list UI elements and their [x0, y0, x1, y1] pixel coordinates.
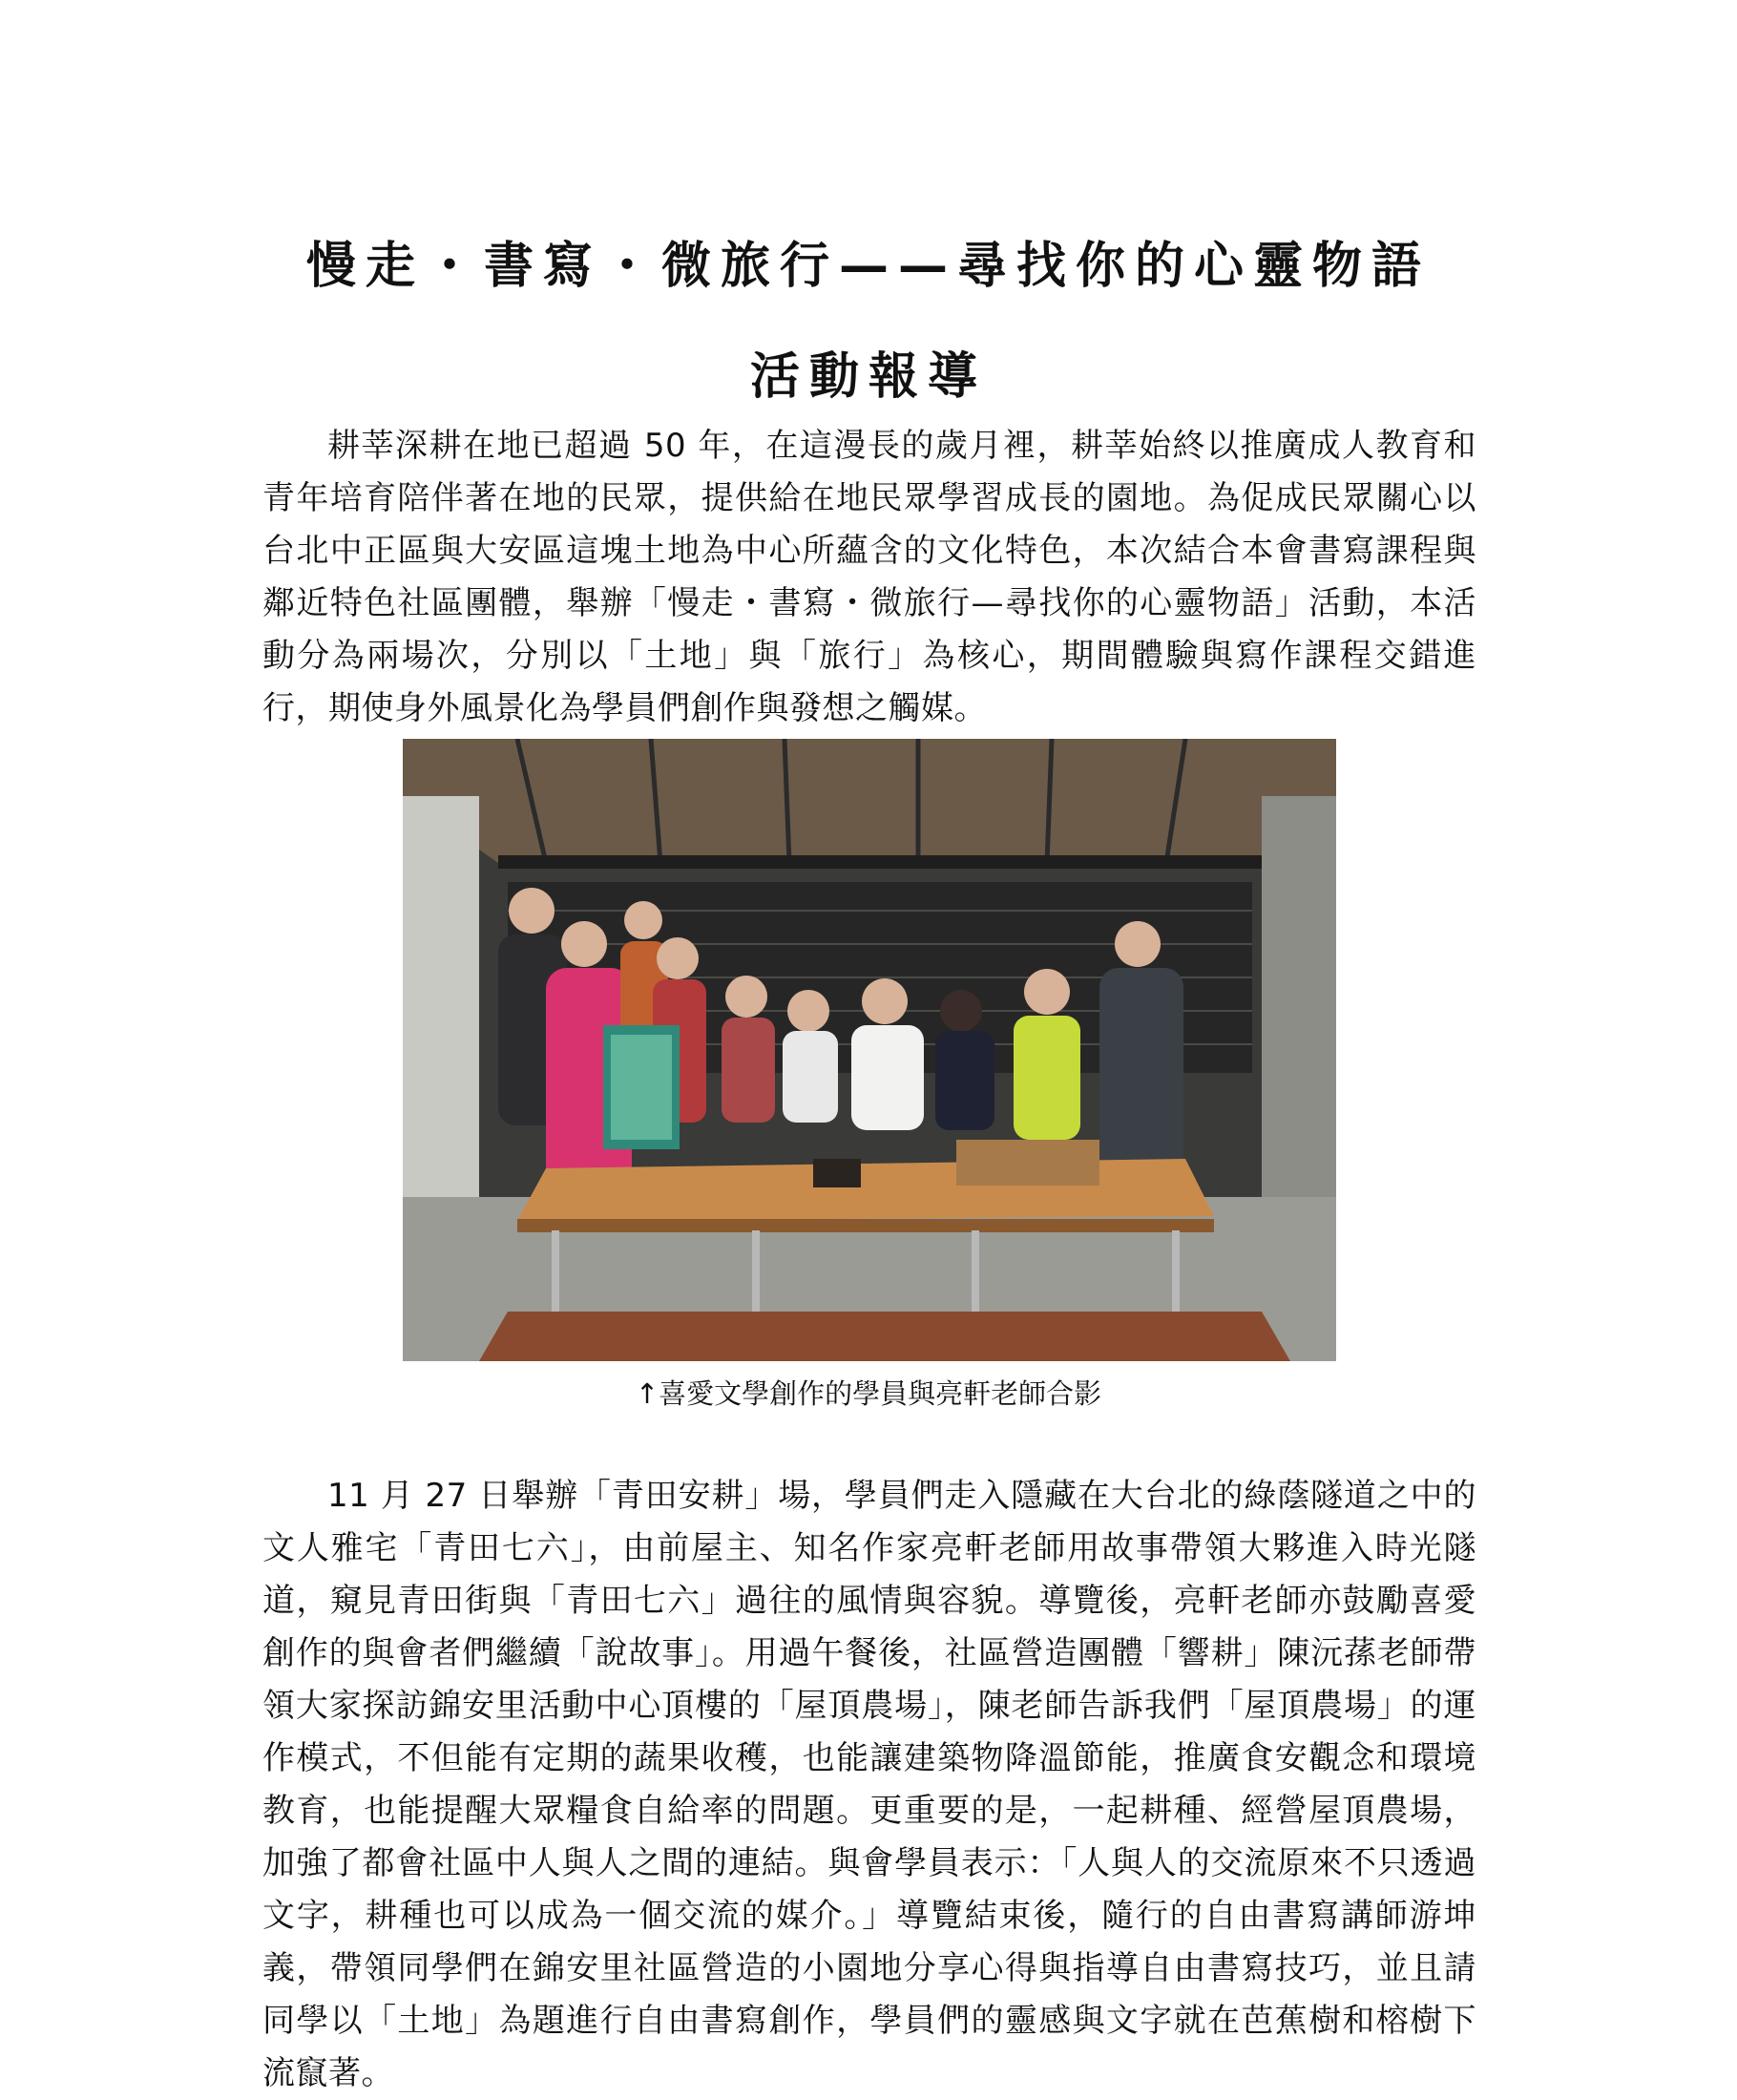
paragraph-event-report: 11 月 27 日舉辦「青田安耕」場，學員們走入隱藏在大台北的綠蔭隧道之中的文人雅宅「青田七六」，由前屋主、知名作家亮軒老師用故事帶領大夥進入時光隧道，窺見青田街與「青田七六」過往的風情與容貌。導覽後，亮軒老師亦鼓勵喜愛創作的與會者們繼續「說故事」。用過午餐後，社區營造團體「響耕」陳沅蓀老師帶領大家探訪錦安里活動中心頂樓的「屋頂農場」，陳老師告訴我們「屋頂農場」的運作模式，不但能有定期的蔬果收穫，也能讓建築物降溫節能，推廣食安觀念和環境教育，也能提醒大眾糧食自給率的問題。更重要的是，一起耕種、經營屋頂農場，加強了都會社區中人與人之間的連結。與會學員表示：「人與人的交流原來不只透過文字，耕種也可以成為一個交流的媒介。」導覽結束後，隨行的自由書寫講師游坤義，帶領同學們在錦安里社區營造的小園地分享心得與指導自由書寫技巧，並且請同學以「土地」為題進行自由書寫創作，學員們的靈感與文字就在芭蕉樹和榕樹下流竄著。: [262, 1477, 1476, 2092]
group-photo: [403, 739, 1336, 1361]
document-subtitle: 活動報導: [749, 348, 987, 406]
photo-caption: ↑喜愛文學創作的學員與亮軒老師合影: [635, 1377, 1102, 1410]
document-title: 慢走・書寫・微旅行——尋找你的心靈物語: [305, 238, 1431, 295]
group-photo-illustration: [403, 739, 1336, 1361]
paragraph-intro: 耕莘深耕在地已超過 50 年，在這漫長的歲月裡，耕莘始終以推廣成人教育和青年培育陪伴著在地的民眾，提供給在地民眾學習成長的園地。為促成民眾關心以台北中正區與大安區這塊土地為中心所蘊含的文化特色，本次結合本會書寫課程與鄰近特色社區團體，舉辦「慢走・書寫・微旅行—尋找你的心靈物語」活動，本活動分為兩場次，分別以「土地」與「旅行」為核心，期間體驗與寫作課程交錯進行，期使身外風景化為學員們創作與發想之觸媒。: [262, 427, 1476, 727]
